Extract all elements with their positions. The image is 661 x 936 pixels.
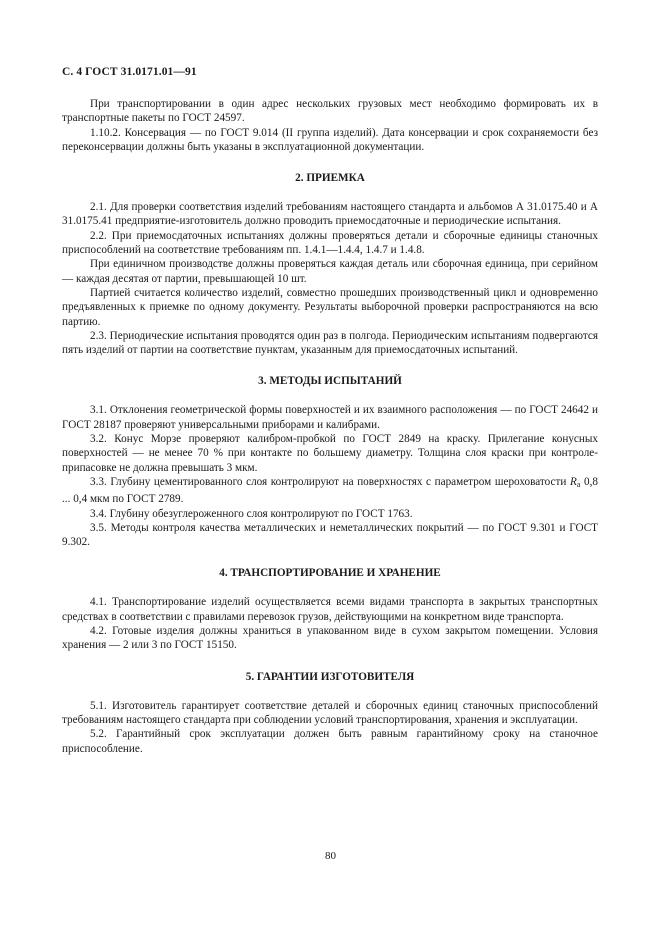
paragraph: 4.2. Готовые изделия должны храниться в упакованном виде в сухом закрытом помещении. Условия хранения — 2 или 3 по ГОСТ 15150. (62, 625, 598, 652)
paragraph: 4.1. Транспортирование изделий осуществляется всеми видами транспорта в закрытых транспортных средствах в соответствии с правилами перевозок грузов, действующими на конкретном виде транспорта. (62, 596, 598, 623)
paragraph: При единичном производстве должны проверяться каждая деталь или сборочная единица, при серийном — каждая десятая от партии, превышающей 10 шт. (62, 258, 598, 285)
text-run: 3.3. Глубину цементированного слоя контролируют на поверхностях с параметром шероховатости (90, 475, 567, 488)
paragraph: 3.1. Отклонения геометрической формы поверхностей и их взаимного расположения — по ГОСТ 24642 и ГОСТ 28187 проверяют универсальными приборами и калибрами. (62, 404, 598, 431)
section-heading: 3. МЕТОДЫ ИСПЫТАНИЙ (258, 375, 402, 388)
section-heading: 5. ГАРАНТИИ ИЗГОТОВИТЕЛЯ (245, 670, 415, 683)
paragraph: Партией считается количество изделий, совместно прошедших производственный цикл и одновременно предъявленных к приемке по одному документу. Результаты выборочной проверки распространяются на всю партию. (62, 286, 598, 328)
roughness-symbol: R (570, 475, 577, 488)
paragraph: 5.1. Изготовитель гарантирует соответствие деталей и сборочных единиц станочных приспособлений требованиям настоящего стандарта при соблюдении условий транспортирования, хранения и эксплуатации. (62, 699, 598, 726)
section-heading: 4. ТРАНСПОРТИРОВАНИЕ И ХРАНЕНИЕ (219, 567, 441, 580)
paragraph: 2.1. Для проверки соответствия изделий требованиям настоящего стандарта и альбомов А 31.0175.40 и А 31.0175.41 предприятие-изготовитель должно проводить приемосдаточные и периодические испытания. (62, 201, 598, 228)
paragraph: 2.3. Периодические испытания проводятся один раз в полгода. Периодическим испытаниям подвергаются пять изделий от партии на соответствие пунктам, указанным для приемосдаточных испытаний. (62, 329, 598, 357)
paragraph: 3.5. Методы контроля качества металлических и неметаллических покрытий — по ГОСТ 9.301 и ГОСТ 9.302. (62, 521, 598, 549)
document-body (62, 97, 598, 756)
paragraph: 3.4. Глубину обезуглероженного слоя контролируют по ГОСТ 1763. (90, 507, 413, 520)
paragraph: 2.2. При приемосдаточных испытаниях должны проверяться детали и сборочные единицы станочных приспособлений на соответствие требованиям пп. 1.4.1—1.4.4, 1.4.7 и 1.4.8. (62, 229, 598, 257)
section-heading: 2. ПРИЕМКА (295, 172, 365, 185)
roughness-subscript: a (576, 479, 581, 489)
page-header: С. 4 ГОСТ 31.0171.01—91 (62, 66, 197, 78)
paragraph: 3.2. Конус Морзе проверяют калибром-пробкой по ГОСТ 2849 на краску. Прилегание конусных поверхностей — не менее 70 % при контакте по большему диаметру. Толщина слоя краски при контроле-припасовке не должна превышать 3 мкм. (62, 433, 598, 474)
paragraph-roughness (62, 475, 598, 507)
paragraph: 1.10.2. Консервация — по ГОСТ 9.014 (II группа изделий). Дата консервации и срок сохраняемости без переконсервации должны быть указаны в эксплуатационной документации. (62, 126, 598, 153)
page-number: 80 (325, 850, 336, 862)
paragraph: 5.2. Гарантийный срок эксплуатации должен быть равным гарантийному сроку на станочное приспособление. (62, 728, 598, 755)
paragraph: При транспортировании в один адрес нескольких грузовых мест необходимо формировать их в транспортные пакеты по ГОСТ 24597. (62, 98, 598, 125)
text-run: 0,8 ... 0,4 мкм по ГОСТ 2789. (62, 475, 598, 506)
